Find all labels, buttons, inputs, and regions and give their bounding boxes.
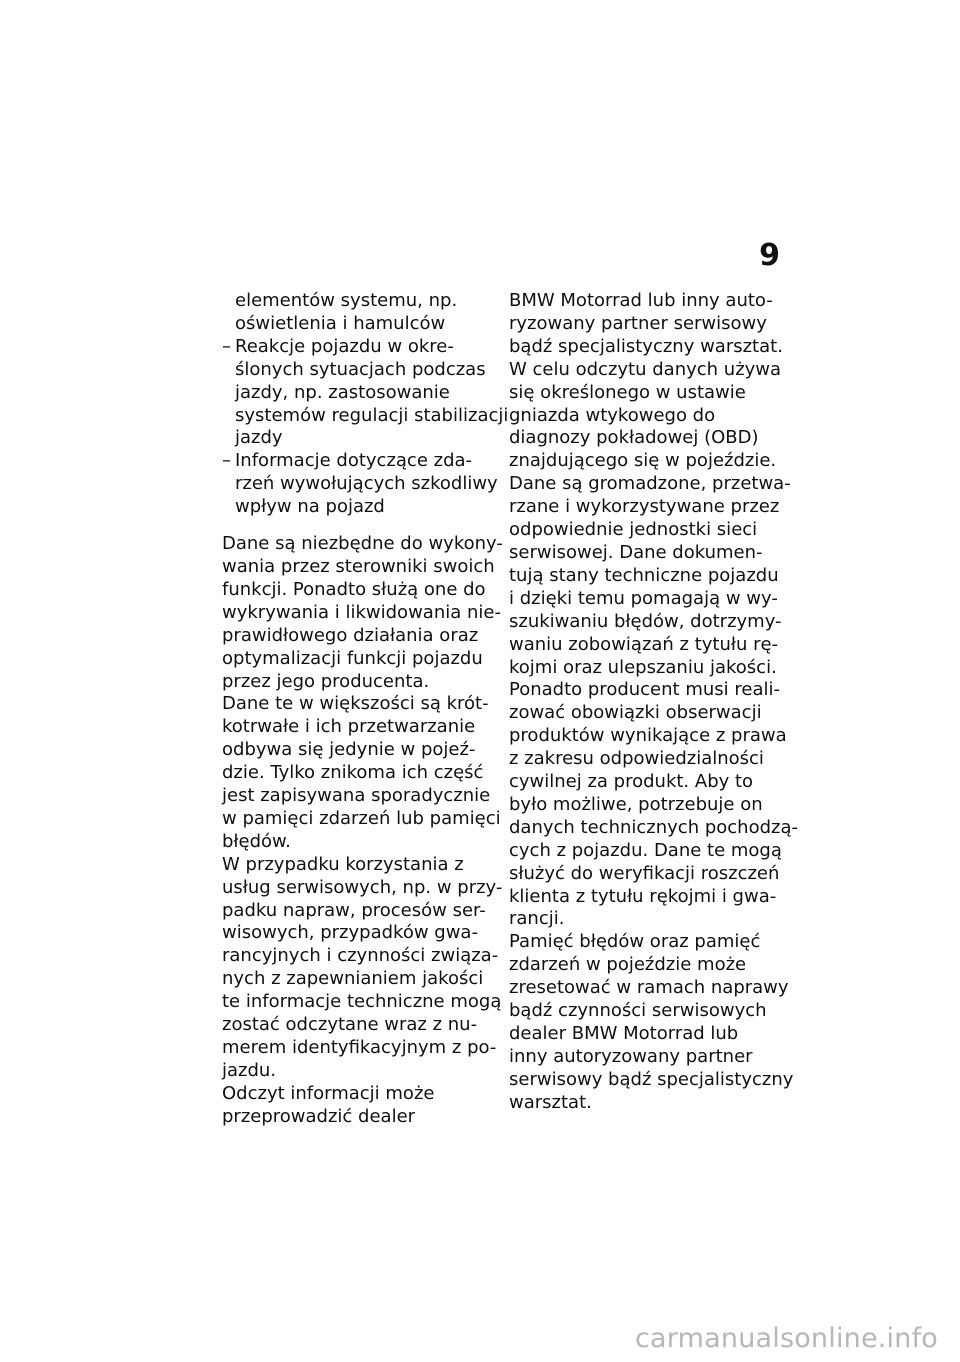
text-line: bądź czynności serwisowych <box>509 1000 767 1022</box>
text-line: w pamięci zdarzeń lub pamięci <box>222 807 501 829</box>
text-line: bądź specjalistyczny warsztat. <box>509 335 783 357</box>
text-line: BMW Motorrad lub inny auto- <box>509 290 773 311</box>
text-line: cych z pojazdu. Dane te mogą <box>509 839 782 861</box>
text-line: diagnozy pokładowej (OBD) <box>509 427 759 449</box>
text-line: zostać odczytane wraz z nu- <box>222 1014 478 1036</box>
text-line: Reakcje pojazdu w okre- <box>235 335 454 357</box>
text-line: systemów regulacji stabilizacji <box>235 404 509 426</box>
text-line: ślonych sytuacjach podczas <box>235 358 486 380</box>
dash-marker: – <box>222 335 231 357</box>
text-line: jazdu. <box>222 1059 277 1081</box>
bullet-item <box>222 335 509 451</box>
text-line: przeprowadzić dealer <box>222 1105 416 1127</box>
text-line: optymalizacji funkcji pojazdu <box>222 647 483 669</box>
text-line: Informacje dotyczące zda- <box>235 450 473 472</box>
text-line: dzie. Tylko znikoma ich część <box>222 762 484 784</box>
text-line: tują stany techniczne pojazdu <box>509 564 779 586</box>
text-line: zdarzeń w pojeździe może <box>509 954 747 976</box>
text-line: rancji. <box>509 908 565 930</box>
text-line: produktów wynikające z prawa <box>509 725 787 747</box>
text-line: wpływ na pojazd <box>235 496 385 518</box>
text-line: ryzowany partner serwisowy <box>509 312 767 334</box>
text-line: W przypadku korzystania z <box>222 853 464 875</box>
text-line: Dane te w większości są krót- <box>222 693 489 715</box>
text-line: kotrwałe i ich przetwarzanie <box>222 716 476 738</box>
text-line: te informacje techniczne mogą <box>222 991 502 1013</box>
text-line: merem identyfikacyjnym z po- <box>222 1037 497 1058</box>
text-line: oświetlenia i hamulców <box>235 312 446 334</box>
text-line: waniu zobowiązań z tytułu rę- <box>509 633 779 655</box>
text-line: z zakresu odpowiedzialności <box>509 748 764 770</box>
text-line: wisowych, przypadków gwa- <box>222 922 478 944</box>
text-line: Ponadto producent musi reali- <box>509 679 780 701</box>
text-line: jazdy, np. zastosowanie <box>235 381 450 403</box>
text-line: gniazda wtykowego do <box>509 404 716 426</box>
text-line: kojmi oraz ulepszaniu jakości. <box>509 656 777 678</box>
left-column <box>222 290 509 1129</box>
text-line: dealer BMW Motorrad lub <box>509 1023 739 1044</box>
paragraph <box>222 693 501 853</box>
text-line: rzeń wywołujących szkodliwy <box>235 473 498 495</box>
page-number: 9 <box>759 238 780 273</box>
text-line: rzane i wykorzystywane przez <box>509 496 780 518</box>
text-line: służyć do weryfikacji roszczeń <box>509 862 780 884</box>
text-line: błędów. <box>222 830 291 852</box>
text-line: warsztat. <box>509 1091 592 1113</box>
text-line: danych technicznych pochodzą- <box>509 816 798 838</box>
text-line: serwisowy bądź specjalistyczny <box>509 1068 794 1090</box>
text-line: zować obowiązki obserwacji <box>509 702 762 724</box>
text-line: wykrywania i likwidowania nie- <box>222 601 501 623</box>
text-line: przez jego producenta. <box>222 670 430 692</box>
text-line: Dane są gromadzone, przetwa- <box>509 473 791 495</box>
text-line: Odczyt informacji może <box>222 1082 435 1104</box>
text-line: padku napraw, procesów ser- <box>222 899 486 921</box>
text-line: Pamięć błędów oraz pamięć <box>509 931 761 953</box>
text-line: rancyjnych i czynności związa- <box>222 945 499 967</box>
text-line: wania przez sterowniki swoich <box>222 555 495 577</box>
watermark: carmanualsonline.info <box>635 1323 938 1354</box>
text-line: szukiwaniu błędów, dotrzymy- <box>509 610 782 632</box>
text-line: odbywa się jedynie w pojeź- <box>222 739 476 761</box>
paragraph <box>222 853 503 1083</box>
text-line: Dane są niezbędne do wykony- <box>222 533 503 555</box>
paragraph <box>222 533 503 693</box>
dash-marker: – <box>222 450 231 472</box>
text-line: usług serwisowych, np. w przy- <box>222 876 503 898</box>
paragraph <box>509 931 794 1114</box>
text-line: jazdy <box>235 427 283 449</box>
text-line: znajdującego się w pojeździe. <box>509 450 777 472</box>
text-line: nych z zapewnianiem jakości <box>222 968 484 990</box>
text-line: elementów systemu, np. <box>235 290 458 311</box>
paragraph <box>222 1083 490 1129</box>
text-line: inny autoryzowany partner <box>509 1045 753 1067</box>
text-line: było możliwe, potrzebuje on <box>509 793 763 815</box>
bullet-item <box>222 450 498 519</box>
paragraph <box>509 290 798 931</box>
text-line: się określonego w ustawie <box>509 381 746 403</box>
text-line: cywilnej za produkt. Aby to <box>509 771 754 793</box>
text-line: prawidłowego działania oraz <box>222 624 479 646</box>
right-column <box>509 290 798 1115</box>
text-line: serwisowej. Dane dokumen- <box>509 541 763 563</box>
text-line: klienta z tytułu rękojmi i gwa- <box>509 885 777 907</box>
text-line: i dzięki temu pomagają w wy- <box>509 587 778 609</box>
text-line: W celu odczytu danych używa <box>509 358 782 380</box>
text-line: odpowiednie jednostki sieci <box>509 519 758 541</box>
continuation-text <box>222 290 490 336</box>
text-line: zresetować w ramach naprawy <box>509 977 789 999</box>
text-line: funkcji. Ponadto służą one do <box>222 578 486 600</box>
text-line: jest zapisywana sporadycznie <box>222 785 491 807</box>
